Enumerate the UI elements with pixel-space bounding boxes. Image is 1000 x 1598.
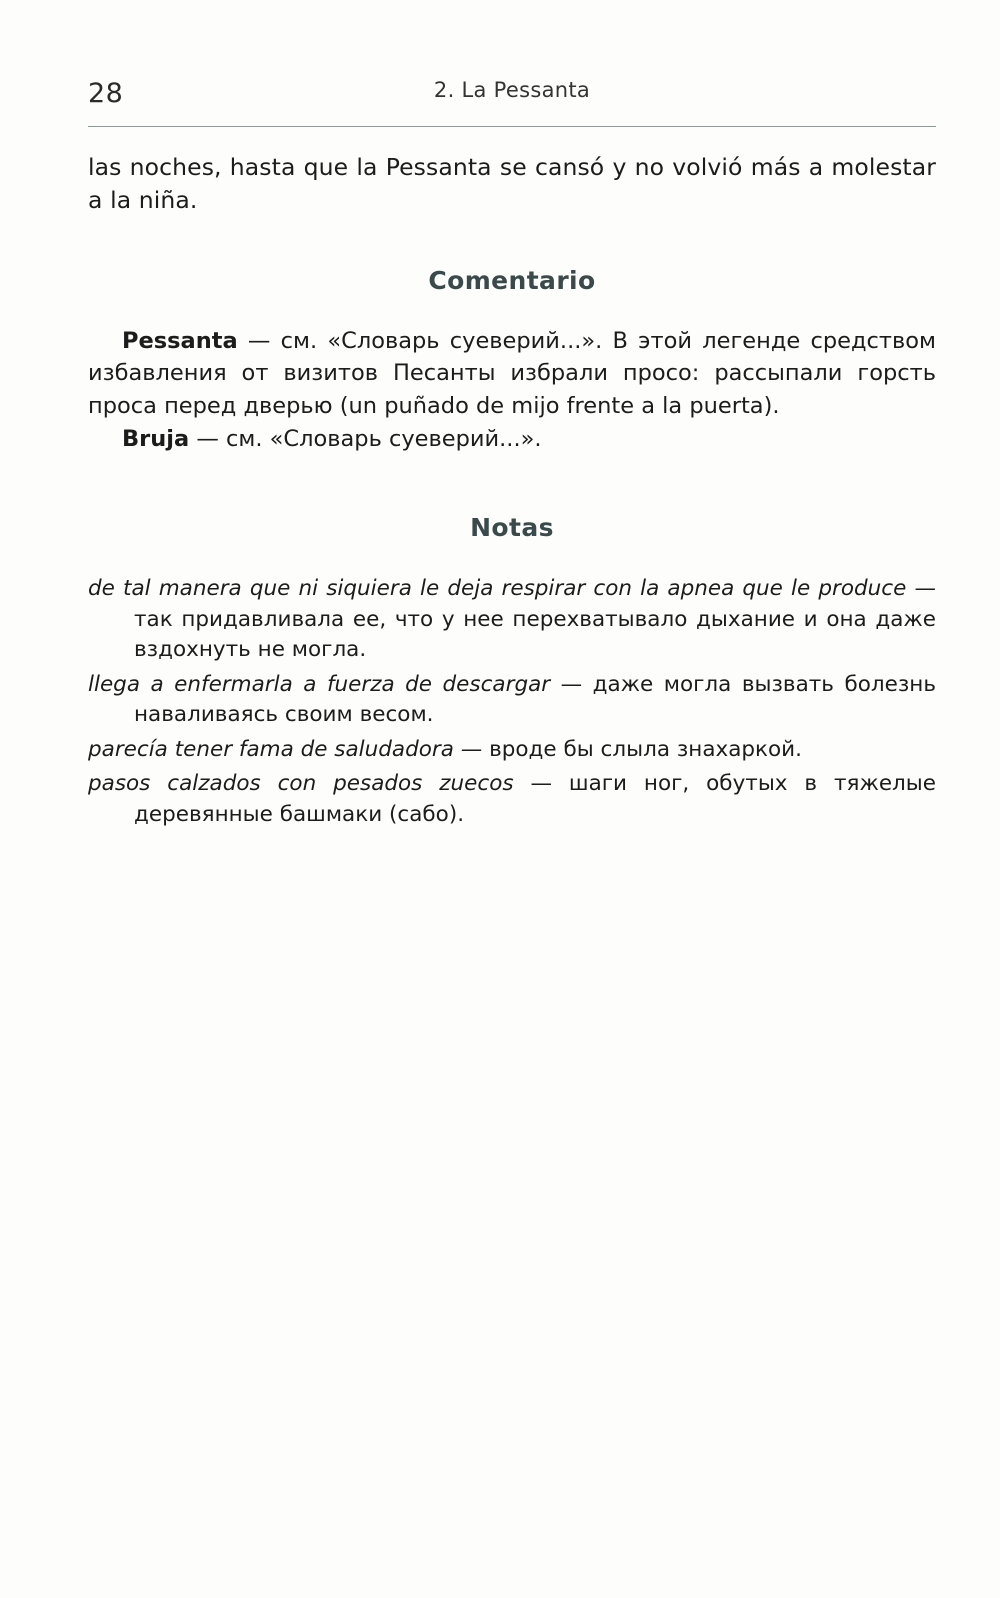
- note-term: parecía tener fama de saludadora: [88, 736, 454, 762]
- notes-block: [88, 574, 936, 830]
- page-blank-area: [88, 834, 936, 1534]
- commentary-text: — см. «Словарь суеверий...».: [189, 425, 542, 452]
- note-term: pasos calzados con pesados zuecos: [88, 771, 514, 797]
- note-gloss: — шаги ног, обутых в тяжелые деревянные башмаки (сабо).: [134, 771, 936, 827]
- commentary-lemma: Pessanta: [122, 327, 238, 354]
- header-divider: [88, 126, 936, 127]
- commentary-entry: [88, 423, 936, 456]
- note-term: llega a enfermarla a fuerza de descargar: [88, 671, 551, 697]
- note-gloss: — даже могла вызвать болезнь наваливаясь своим весом.: [134, 671, 936, 728]
- note-item: [88, 735, 936, 766]
- section-heading-comentario: Comentario: [428, 265, 596, 295]
- note-term: de tal manera que ni siquiera le deja respirar con la apnea que le produce: [88, 576, 907, 602]
- running-head: [88, 78, 936, 124]
- running-head-title: 2. La Pessanta: [433, 78, 591, 102]
- note-item: [88, 574, 936, 666]
- note-item: [88, 769, 936, 830]
- note-gloss: — так придавливала ее, что у нее перехватывало дыхание и она даже вздохнуть не могла.: [134, 576, 936, 663]
- commentary-lemma: Bruja: [122, 425, 190, 452]
- page-number: 28: [88, 78, 124, 109]
- note-item: [88, 670, 936, 731]
- commentary-block: [88, 325, 936, 456]
- commentary-text: — см. «Словарь суеверий...». В этой легенде средством избавления от визитов Песанты избрали просо: рассыпали горсть проса перед дверью (un puñado de mijo frente a la puerta).: [88, 327, 936, 419]
- note-gloss: — вроде бы слыла знахаркой.: [453, 736, 802, 762]
- section-heading-notas: Notas: [470, 513, 554, 543]
- commentary-entry: [88, 325, 936, 423]
- page-content: [88, 78, 936, 1534]
- body-paragraph: las noches, hasta que la Pessanta se cansó y no volvió más a molestar a la niña.: [88, 153, 936, 215]
